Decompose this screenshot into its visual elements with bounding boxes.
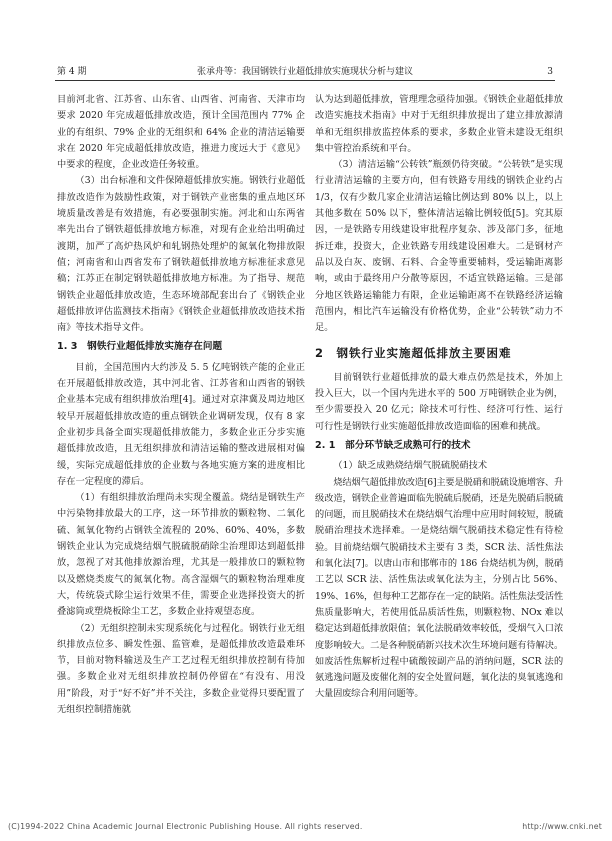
page-number: 3 [547,67,553,77]
paragraph: （3）出台标准和文件保障超低排放实施。钢铁行业超低排放改造作为鼓励性政策，对于钢铁产业密集的重点地区环境质量改善是有效措施，有必要强制实施。河北和山东两省率先出台了钢铁超低排放地方标准，对现有企业给出明确过渡期，加严了高炉热风炉和轧钢热处理炉的氮氧化物排放限值；河南省和山西省发布了钢铁超低排放地方标准征求意见稿；江苏正在制定钢铁超低排放地方标准。为了指导、规范钢铁企业超低排放改造，生态环境部配套出台了《钢铁企业超低排放评估监测技术指南》《钢铁企业超低排放改造技术指南》等技术指导文件。 [57,175,305,334]
running-header [55,66,555,81]
paragraph: （3）清洁运输“公转铁”瓶颈仍待突破。“公转铁”是实现行业清洁运输的主要方向，但有铁路专用线的钢铁企业约占 1/3，仅有少数几家企业清洁运输比例达到 80% 以上，以上其他多数在 50% 以下，整体清洁运输比例较低[5]。究其原因，一是铁路专用线建设审批程序复杂、涉及部门多，征地拆迁难，投资大，企业铁路专用线建设困难大。二是钢材产品以及白灰、废钢、石料、合金等重要辅料，受运输距离影响，或由于最终用户分散等原因，不适宜铁路运输。三是部分地区铁路运输能力有限，企业运输距离不在铁路经济运输范围内，相比汽车运输没有价格优势，企业“公转铁”动力不足。 [315,159,563,334]
running-title: 张承舟等：我国钢铁行业超低排放实施现状分析与建议 [196,67,413,77]
paragraph: 目前河北省、江苏省、山东省、山西省、河南省、天津市均要求 2020 年完成超低排放改造，预计全国范围内 77% 企业的有组织、79% 企业的无组织和 64% 企业的清洁运输要求在 2020 年完成超低排放改造，推进力度远大于《意见》中要求的程度，企业改造任务较重。 [57,94,305,171]
copyright-notice: (C)1994-2022 China Academic Journal Electronic Publishing House. All rights reserved. [8,822,363,831]
paragraph: 目前，全国范围内大约涉及 5. 5 亿吨钢铁产能的企业正在开展超低排放改造，其中河北省、江苏省和山西省的钢铁企业基本完成有组织排放治理[4]。通过对京津冀及周边地区较早开展超低排放改造的重点钢铁企业调研发现，仅有 8 家企业初步具备全面实现超低排放能力，多数企业正分步实施超低排放改造，且无组织排放和清洁运输的整改进展相对偏缓，实际完成超低排放的企业数与各地实施方案的进度相比存在一定程度的滞后。 [57,361,305,487]
section-heading-1-3: 1. 3 钢铁行业超低排放实施存在问题 [57,341,223,353]
paragraph: 目前钢铁行业超低排放的最大难点仍然是技术，外加上投入巨大，以一个国内先进水平的 500 万吨钢铁企业为例，至少需要投入 20 亿元；除技术可行性、经济可行性、运行可行性是钢铁行业实施超低排放改造面临的困难和挑战。 [315,371,563,432]
paragraph: （2）无组织控制未实现系统化与过程化。钢铁行业无组织排放点位多、瞬发性强、监管难，是超低排放改造最难环节，目前对物料输送及生产工艺过程无组织排放控制有待加强。多数企业对无组织排放控制仍停留在“有没有、用没用”阶段，对于“好不好”并不关注，多数企业觉得只要配置了无组织控制措施就 [57,622,305,715]
section-heading-2-1: 2. 1 部分环节缺乏成熟可行的技术 [315,439,471,451]
paragraph: （1）有组织排放治理尚未实现全覆盖。烧结是钢铁生产中污染物排放最大的工序，这一环节排放的颗粒物、二氧化硫、氮氧化物约占钢铁全流程的 20%、60%、40%，多数钢铁企业认为完成烧结烟气脱硫脱硝除尘治理即达到超低排放，忽视了对其他排放源治理，尤其是一般排放口的颗粒物以及燃烧类废气的氮氧化物。高含湿烟气的颗粒物治理难度大，传统袋式除尘运行效果不佳，需要企业选择投资大的折叠滤筒或塑烧板除尘工艺，多数企业持观望态度。 [57,492,305,618]
left-column [57,92,305,718]
issue-number: 第 4 期 [57,67,87,77]
cnki-link[interactable]: http://www.cnki.net [522,822,602,831]
section-heading-2: 2 钢铁行业实施超低排放主要困难 [315,346,512,361]
paragraph: 烧结烟气超低排放改造[6]主要是脱硝和脱硫设施增容、升级改造，钢铁企业普遍面临先脱硫后脱硝，还是先脱硝后脱硫的问题，而且脱硝技术在烧结烟气治理中应用时间较短，脱硫脱硝治理技术选择难。一是烧结烟气脱硝技术稳定性有待检验。目前烧结烟气脱硝技术主要有 3 类，SCR 法、活性焦法和氧化法[7]。以唐山市和邯郸市的 186 台烧结机为例，脱硝工艺以 SCR 法、活性焦法或氧化法为主，分别占比 56%、19%、16%，但每种工艺都存在一定的缺陷。活性焦法受活性焦质量影响大，若使用低品质活性焦，则颗粒物、NOx 难以稳定达到超低排放限值；氧化法脱硝效率较低，受烟气入口浓度影响较大。二是各种脱硝新兴技术次生环境问题有待解决。如废活性焦解析过程中硫酸铵副产品的消纳问题，SCR 法的氨逃逸问题及废催化剂的安全处置问题，氧化法的臭氧逃逸和大量固废综合利用问题等。 [315,476,563,700]
subheading: （1）缺乏成熟烧结烟气脱硫脱硝技术 [333,460,488,472]
right-column [315,92,563,703]
paragraph: 认为达到超低排放，管理理念亟待加强。《钢铁企业超低排放改造实施技术指南》中对于无组织排放提出了建立排放源清单和无组织排放监控体系的要求，多数企业管未建设无组织集中管控治系统和平台。 [315,94,563,154]
